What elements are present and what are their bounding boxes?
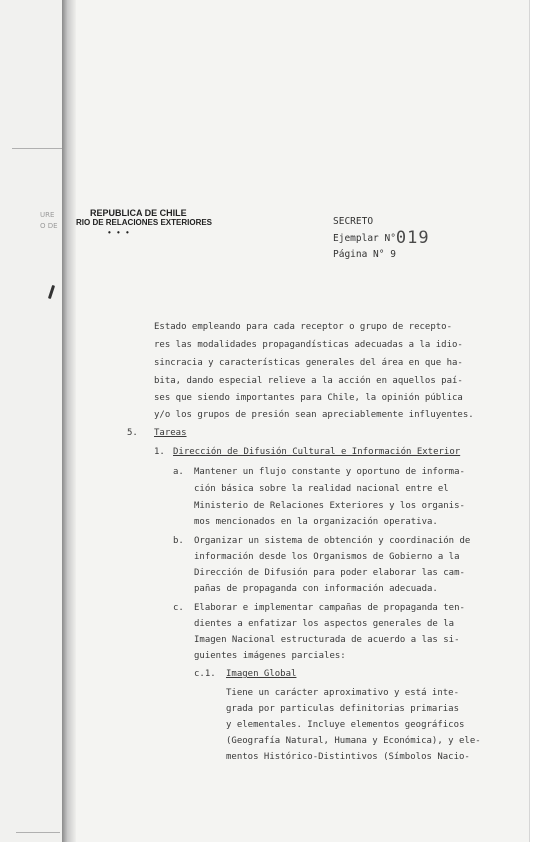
right-margin-edge bbox=[529, 0, 544, 842]
text-line: grada por particulas definitorias primarias bbox=[226, 704, 459, 714]
text-line: y elementales. Incluye elementos geográficos bbox=[226, 720, 465, 730]
text-line: res las modalidades propagandísticas adecuadas a la idio- bbox=[154, 340, 463, 350]
underlying-fragment: O DE bbox=[40, 222, 58, 230]
text-line: Estado empleando para cada receptor o grupo de recepto- bbox=[154, 322, 453, 332]
copy-label: Ejemplar N° bbox=[333, 233, 396, 244]
page-edge-shadow bbox=[62, 0, 76, 842]
text-line: dientes a enfatizar los aspectos generales de la bbox=[194, 619, 455, 629]
section-title: Tareas bbox=[154, 428, 187, 438]
letterhead-country: REPUBLICA DE CHILE bbox=[90, 208, 187, 218]
copy-number-line bbox=[333, 230, 430, 247]
text-line: Tiene un carácter aproximativo y está inte- bbox=[226, 688, 459, 698]
item-title: Imagen Global bbox=[226, 669, 297, 679]
text-line: Dirección de Difusión para poder elaborar las cam- bbox=[194, 568, 465, 578]
text-line: guientes imágenes parciales: bbox=[194, 651, 346, 661]
letterhead-stars: • • • bbox=[108, 228, 131, 237]
underlying-sheet bbox=[0, 0, 64, 842]
underlying-rule bbox=[16, 832, 60, 833]
text-line: Ministerio de Relaciones Exteriores y los organis- bbox=[194, 501, 465, 511]
text-line: Elaborar e implementar campañas de propaganda ten- bbox=[194, 603, 465, 613]
subsection-title: Dirección de Difusión Cultural e Información Exterior bbox=[173, 447, 461, 457]
text-line: mos mencionados en la organización operativa. bbox=[194, 517, 438, 527]
text-line: sincracia y características generales del área en que ha- bbox=[154, 358, 463, 368]
text-line: información desde los Organismos de Gobierno a la bbox=[194, 552, 460, 562]
letterhead-ministry: RIO DE RELACIONES EXTERIORES bbox=[76, 218, 213, 227]
item-letter: a. bbox=[173, 467, 184, 477]
text-line: (Geografía Natural, Humana y Económica), y ele- bbox=[226, 736, 481, 746]
subsection-number: 1. bbox=[154, 447, 165, 457]
text-line: mentos Histórico-Distintivos (Símbolos Nacio- bbox=[226, 752, 470, 762]
text-line: Mantener un flujo constante y oportuno de informa- bbox=[194, 467, 465, 477]
text-line: bita, dando especial relieve a la acción en aquellos paí- bbox=[154, 376, 463, 386]
text-line: y/o los grupos de presión sean apreciablemente influyentes. bbox=[154, 410, 474, 420]
document-reference bbox=[333, 214, 430, 263]
letterhead bbox=[76, 208, 212, 238]
section-number: 5. bbox=[127, 428, 138, 438]
page-number-label: Página N° 9 bbox=[333, 249, 396, 260]
text-line: pañas de propaganda con información adecuada. bbox=[194, 584, 438, 594]
text-line: Organizar un sistema de obtención y coordinación de bbox=[194, 536, 471, 546]
item-number: c.1. bbox=[194, 669, 216, 679]
item-letter: b. bbox=[173, 536, 184, 546]
underlying-fragment: URE bbox=[40, 211, 55, 219]
classification-label: SECRETO bbox=[333, 216, 374, 227]
item-letter: c. bbox=[173, 603, 184, 613]
copy-number-stamp: 019 bbox=[395, 228, 430, 248]
text-line: Imagen Nacional estructurada de acuerdo a las si- bbox=[194, 635, 460, 645]
text-line: ción básica sobre la realidad nacional entre el bbox=[194, 484, 449, 494]
text-line: ses que siendo importantes para Chile, la opinión pública bbox=[154, 393, 463, 403]
underlying-rule bbox=[12, 148, 62, 149]
